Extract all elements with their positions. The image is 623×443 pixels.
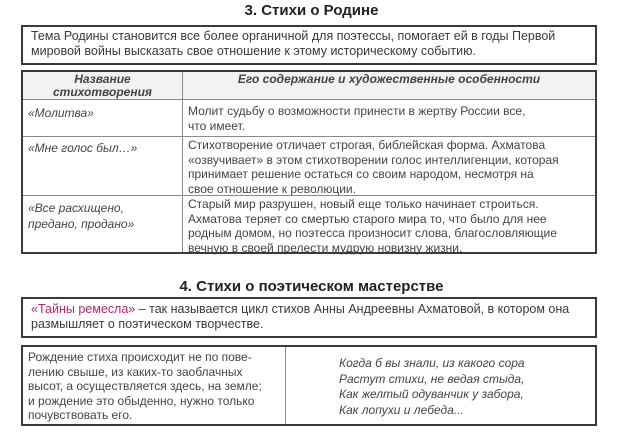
table-row bbox=[23, 196, 595, 255]
poems-table bbox=[21, 70, 597, 254]
table-header-row bbox=[23, 72, 595, 100]
poem-name-cell bbox=[28, 200, 178, 232]
cycle-title-highlight: «Тайны ремесла» bbox=[31, 302, 136, 316]
intro-line: Тема Родины становится все более органичной для поэтессы, помогает ей в годы Первой bbox=[31, 29, 556, 43]
poem-content-cell bbox=[188, 138, 593, 196]
poem-line: Когда б вы знали, из какого сора bbox=[339, 356, 525, 370]
section-title-poetic-mastery: 4. Стихи о поэтическом мастерстве bbox=[179, 278, 444, 295]
intro-line: мировой войны высказать свое отношение к этому историческому событию. bbox=[31, 44, 476, 58]
content-line: Старый мир разрушен, новый еще только начинает строиться. bbox=[188, 197, 539, 211]
content-line: «озвучивает» в этом стихотворении голос интеллигенции, которая bbox=[188, 152, 559, 167]
intro-box-motherland bbox=[21, 25, 597, 65]
intro-text: – так называется цикл стихов Анны Андреевны Ахматовой, в котором она bbox=[135, 302, 570, 316]
poem-name: «Все расхищено, bbox=[28, 201, 124, 215]
content-line: принимает решение остаться со своим народом, несмотря на bbox=[188, 167, 534, 181]
content-line: что имеет. bbox=[188, 118, 246, 133]
table-row bbox=[23, 137, 595, 196]
column-divider bbox=[182, 72, 183, 252]
poem-quote-cell bbox=[339, 356, 594, 418]
prose-cell bbox=[28, 350, 283, 423]
content-line: вечную в своей прелести мудрую новизну жизни. bbox=[188, 240, 463, 255]
column-divider bbox=[285, 347, 286, 424]
content-line: родным домом, но поэтесса произносит слова, благословляющие bbox=[188, 226, 557, 240]
poem-name-cell bbox=[28, 140, 178, 156]
prose-line: Рождение стиха происходит не по пове- bbox=[28, 350, 252, 364]
content-line: Стихотворение отличает строгая, библейская форма. Ахматова bbox=[188, 138, 546, 152]
table-row bbox=[23, 100, 595, 137]
poem-name-cell bbox=[28, 105, 178, 121]
intro-line: размышляет о поэтическом творчестве. bbox=[31, 317, 264, 331]
header-poem-title bbox=[23, 73, 182, 98]
poem-line: Как лопухи и лебеда... bbox=[339, 402, 464, 417]
section-title-motherland: 3. Стихи о Родине bbox=[244, 2, 379, 19]
verse-table bbox=[21, 345, 597, 426]
poem-content-cell bbox=[188, 104, 593, 133]
poem-name: «Мне голос был…» bbox=[28, 141, 138, 155]
poem-line: Как желтый одуванчик у забора, bbox=[339, 387, 524, 401]
poem-name: предано, продано» bbox=[28, 217, 135, 231]
intro-box-mastery bbox=[21, 297, 597, 338]
poem-content-cell bbox=[188, 197, 593, 255]
prose-line: почувствовать его. bbox=[28, 408, 133, 422]
prose-line: и рождение это обыденно, нужно только bbox=[28, 393, 255, 408]
poem-line: Растут стихи, не ведая стыда, bbox=[339, 371, 525, 386]
content-line: свое отношение к революции. bbox=[188, 181, 356, 196]
content-line: Молит судьбу о возможности принести в жертву России все, bbox=[188, 104, 526, 118]
header-text: Название bbox=[74, 72, 131, 86]
intro-line bbox=[31, 302, 587, 317]
header-content: Его содержание и художественные особенности bbox=[237, 72, 541, 86]
poem-name: «Молитва» bbox=[28, 106, 94, 120]
prose-line: высот, а осуществляется здесь, на земле; bbox=[28, 379, 262, 393]
content-line: Ахматова теряет со смертью старого мира то, что было для нее bbox=[188, 211, 547, 226]
prose-line: лению свыше, из каких-то заоблачных bbox=[28, 364, 243, 379]
header-text: стихотворения bbox=[53, 84, 152, 99]
